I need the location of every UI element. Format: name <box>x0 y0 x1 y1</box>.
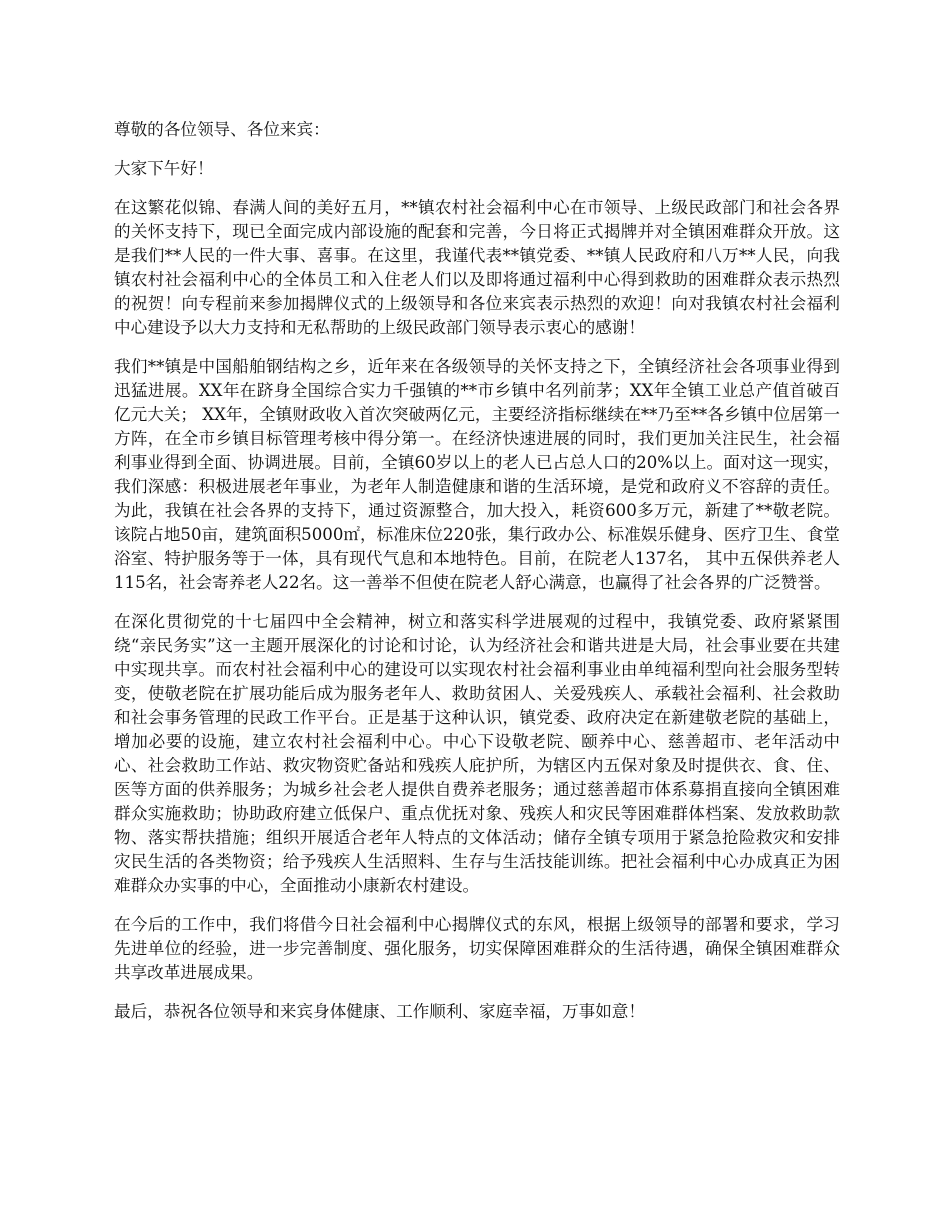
greeting: 大家下午好！ <box>114 159 214 178</box>
paragraph-opening: 在这繁花似锦、春满人间的美好五月，**镇农村社会福利中心在市领导、上级民政部门和社会各界的关怀支持下，现已全面完成内部设施的配套和完善，今日将正式揭牌并对全镇困难群众开放。这是我们**人民的一件大事、喜事。在这里，我谨代表**镇党委、**镇人民政府和八万**人民，向我镇农村社会福利中心的全体员工和入住老人们以及即将通过福利中心得到救助的困难群众表示热烈的祝贺！向专程前来参加揭牌仪式的上级领导和各位来宾表示热烈的欢迎！向对我镇农村社会福利中心建设予以大力支持和无私帮助的上级民政部门领导表示衷心的感谢！ <box>114 198 840 337</box>
document-body <box>114 118 840 1039</box>
paragraph-welfare-center: 在深化贯彻党的十七届四中全会精神，树立和落实科学进展观的过程中，我镇党委、政府紧紧围绕“亲民务实”这一主题开展深化的讨论和讨论，认为经济社会和谐共进是大局，社会事业要在共建中实现共享。而农村社会福利中心的建设可以实现农村社会福利事业由单纯福利型向社会服务型转变，使敬老院在扩展功能后成为服务老年人、救助贫困人、关爱残疾人、承载社会福利、社会救助和社会事务管理的民政工作平台。正是基于这种认识，镇党委、政府决定在新建敬老院的基础上，增加必要的设施，建立农村社会福利中心。中心下设敬老院、颐养中心、慈善超市、老年活动中心、社会救助工作站、救灾物资贮备站和残疾人庇护所，为辖区内五保对象及时提供衣、食、住、医等方面的供养服务；为城乡社会老人提供自费养老服务；通过慈善超市体系募捐直接向全镇困难群众实施救助；协助政府建立低保户、重点优抚对象、残疾人和灾民等困难群体档案、发放救助款物、落实帮扶措施；组织开展适合老年人特点的文体活动；储存全镇专项用于紧急抢险救灾和安排灾民生活的各类物资；给予残疾人生活照料、生存与生活技能训练。把社会福利中心办成真正为困难群众办实事的中心，全面推动小康新农村建设。 <box>114 612 840 895</box>
paragraph-town-development: 我们**镇是中国船舶钢结构之乡，近年来在各级领导的关怀支持之下，全镇经济社会各项事业得到迅猛进展。XX年在跻身全国综合实力千强镇的**市乡镇中名列前茅；XX年全镇工业总产值首破百亿元大关； XX年，全镇财政收入首次突破两亿元，主要经济指标继续在**乃至**各乡镇中位居第一方阵，在全市乡镇目标管理考核中得分第一。在经济快速进展的同时，我们更加关注民生，社会福利事业得到全面、协调进展。目前，全镇60岁以上的老人已占总人口的20%以上。面对这一现实，我们深感：积极进展老年事业，为老年人制造健康和谐的生活环境，是党和政府义不容辞的责任。为此，我镇在社会各界的支持下，通过资源整合，加大投入，耗资600多万元，新建了**敬老院。该院占地50亩，建筑面积5000㎡，标准床位220张，集行政办公、标准娱乐健身、医疗卫生、食堂浴室、特护服务等于一体，具有现代气息和本地特色。目前，在院老人137名， 其中五保供养老人115名，社会寄养老人22名。这一善举不但使在院老人舒心满意，也赢得了社会各界的广泛赞誉。 <box>114 357 840 592</box>
paragraph-future-work: 在今后的工作中，我们将借今日社会福利中心揭牌仪式的东风，根据上级领导的部署和要求，学习先进单位的经验，进一步完善制度、强化服务，切实保障困难群众的生活待遇，确保全镇困难群众共享改革进展成果。 <box>114 915 840 982</box>
salutation: 尊敬的各位领导、各位来宾： <box>114 120 330 139</box>
paragraph-closing: 最后，恭祝各位领导和来宾身体健康、工作顺利、家庭幸福，万事如意！ <box>114 1002 645 1021</box>
